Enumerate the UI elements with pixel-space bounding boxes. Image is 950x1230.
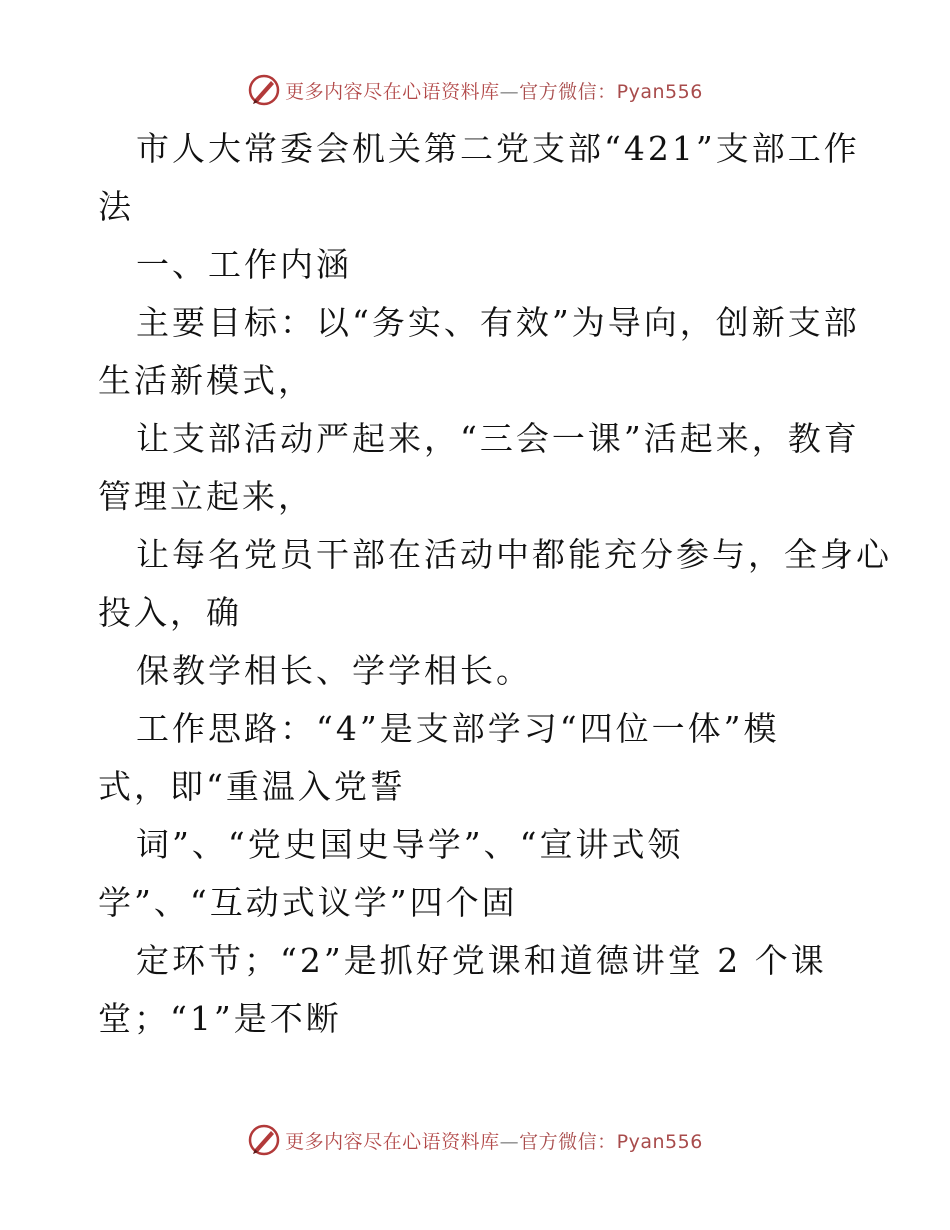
text-line: 学”、“互动式议学”四个固: [98, 883, 518, 922]
watermark-text: [285, 77, 703, 104]
text-line: 管理立起来，: [98, 477, 314, 516]
text-line: 主要目标：以“务实、有效”为导向，创新支部: [136, 303, 860, 342]
text-line: 法: [98, 187, 134, 226]
text-line: 词”、“党史国史导学”、“宣讲式领: [136, 825, 684, 864]
text-line: 工作思路：“4”是支部学习“四位一体”模: [136, 709, 780, 748]
text-line: 式，即“重温入党誓: [98, 767, 406, 806]
pen-logo-icon: [247, 73, 281, 107]
watermark-site: 更多内容尽在心语资料库: [285, 1130, 500, 1153]
text-line: 市人大常委会机关第二党支部“421”支部工作: [136, 129, 860, 168]
header-watermark: [0, 70, 950, 110]
text-line: 生活新模式，: [98, 361, 314, 400]
footer-watermark: [0, 1120, 950, 1160]
text-line: 投入，确: [98, 593, 242, 632]
document-body: [98, 120, 892, 1048]
watermark-site: 更多内容尽在心语资料库: [285, 80, 500, 103]
text-line: 保教学相长、学学相长。: [136, 651, 532, 690]
watermark-separator: —: [499, 80, 520, 103]
text-line: 定环节；“2”是抓好党课和道德讲堂 2 个课: [136, 941, 827, 980]
watermark-text: [285, 1127, 703, 1154]
section-heading: 一、工作内涵: [136, 245, 352, 284]
pen-logo-icon: [247, 1123, 281, 1157]
watermark-separator: —: [499, 1130, 520, 1153]
watermark-wechat: 官方微信：Pyan556: [519, 80, 703, 103]
text-line: 堂；“1”是不断: [98, 999, 342, 1038]
text-line: 让支部活动严起来，“三会一课”活起来，教育: [136, 419, 860, 458]
watermark-wechat: 官方微信：Pyan556: [519, 1130, 703, 1153]
text-line: 让每名党员干部在活动中都能充分参与，全身心: [136, 535, 892, 574]
